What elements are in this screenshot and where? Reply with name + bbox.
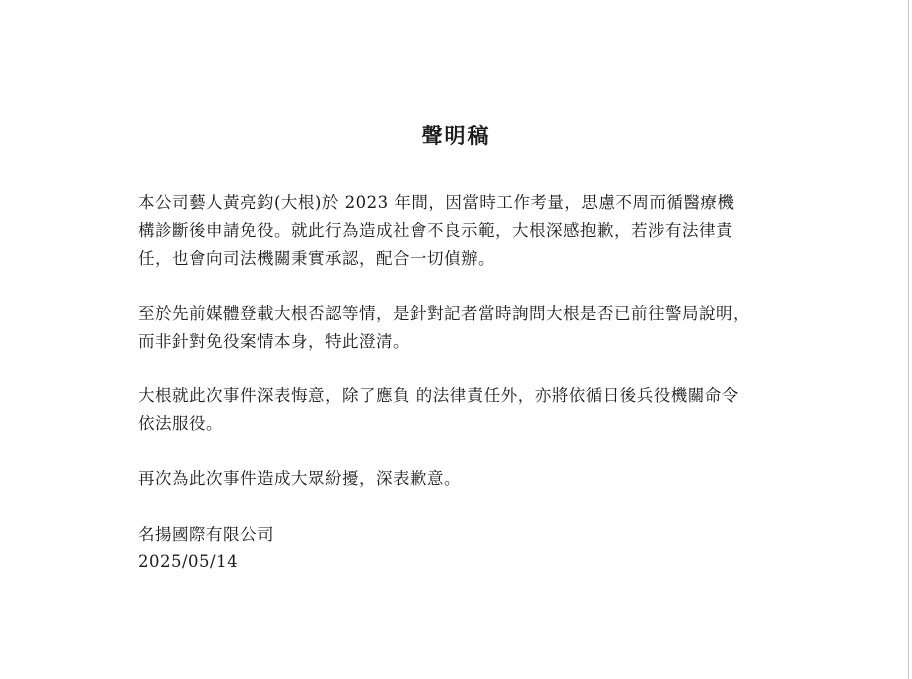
paragraph-line: 再次為此次事件造成大眾紛擾，深表歉意。 [138,469,461,488]
paragraph-line: 本公司藝人黃亮鈞(大根)於 2023 年間，因當時工作考量，思慮不周而循醫療機 [138,193,735,212]
document-title: 聲明稿 [421,123,491,148]
paragraph-apology [138,189,798,273]
paragraph-line: 而非針對免役案情本身，特此澄清。 [138,332,410,351]
paragraph-line: 至於先前媒體登載大根否認等情，是針對記者當時詢問大根是否已前往警局說明， [138,304,750,323]
signature-date: 2025/05/14 [138,552,239,571]
paragraph-closing [138,465,798,493]
paragraph-remorse [138,382,798,438]
signature-company: 名揚國際有限公司 [138,525,274,544]
paragraph-line: 依法服役。 [138,414,223,433]
paragraph-line: 大根就此次事件深表悔意，除了應負 的法律責任外，亦將依循日後兵役機關命令 [138,386,739,405]
signature-block [138,521,274,575]
paragraph-line: 任，也會向司法機關秉實承認，配合一切偵辦。 [138,249,495,268]
page-edge-divider [908,0,909,679]
paragraph-clarification [138,300,798,356]
paragraph-line: 構診斷後申請免役。就此行為造成社會不良示範，大根深感抱歉，若涉有法律責 [138,221,733,240]
